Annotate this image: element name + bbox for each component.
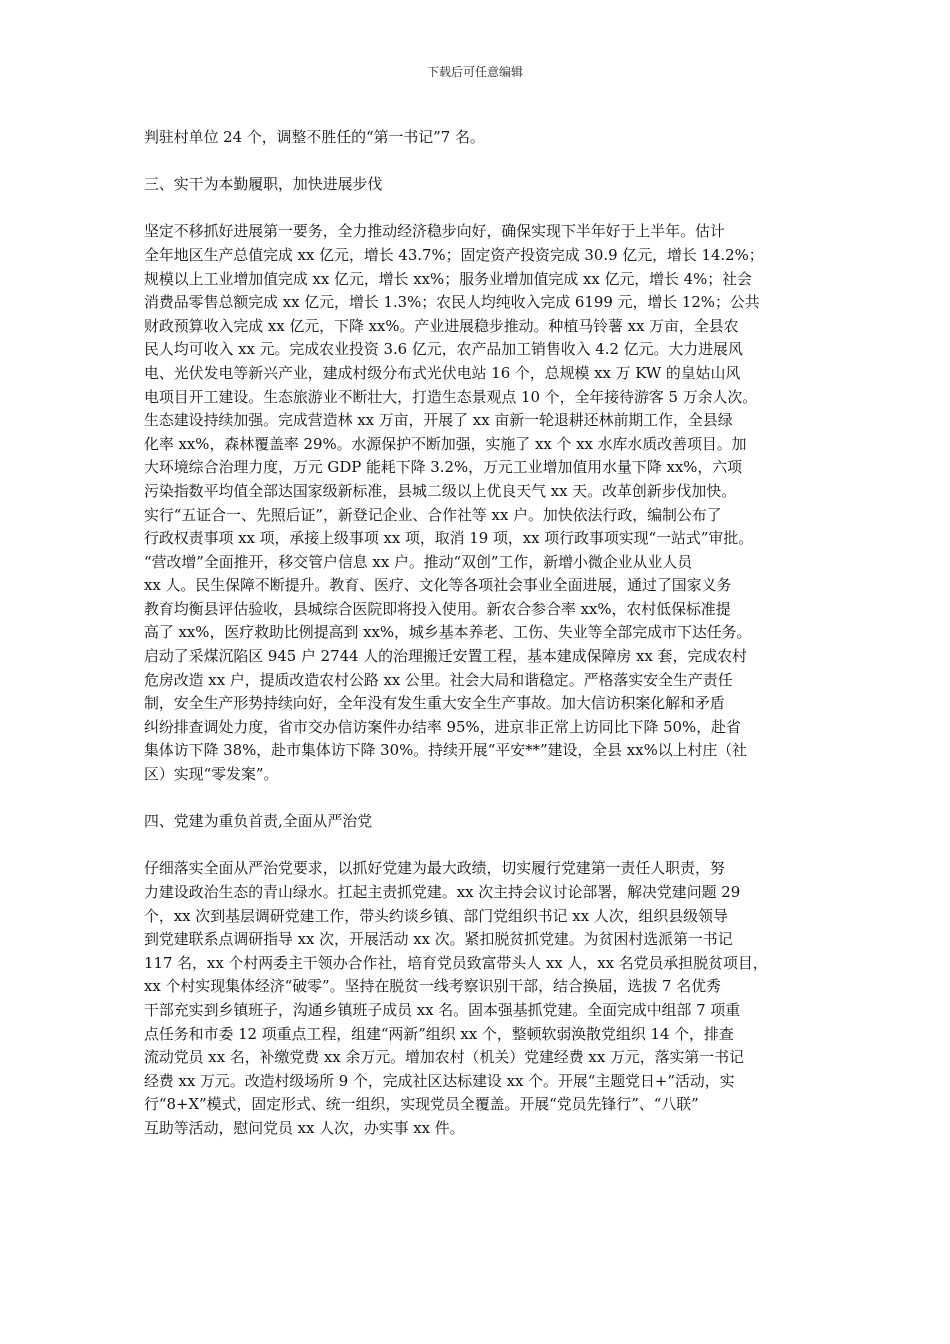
section-3-line: 污染指数平均值全部达国家级新标准，县城二级以上优良天气 xx 天。改革创新步伐加快。 — [144, 481, 737, 500]
section-4-line: 流动党员 xx 名，补缴党费 xx 余万元。增加农村（机关）党建经费 xx 万元，落实第一书记 — [144, 1048, 744, 1067]
section-3-line: 化率 xx%，森林覆盖率 29%。水源保护不断加强，实施了 xx 个 xx 水库水质改善项目。加 — [144, 434, 747, 453]
section-3-line: 生态建设持续加强。完成营造林 xx 万亩，开展了 xx 亩新一轮退耕还林前期工作，全县绿 — [144, 411, 733, 430]
section-4-line: xx 个村实现集体经济“破零”。坚持在脱贫一线考察识别干部，结合换届，选拔 7 名优秀 — [144, 977, 721, 996]
paragraph-gap — [144, 150, 809, 174]
section-3-line: 民人均可收入 xx 元。完成农业投资 3.6 亿元，农产品加工销售收入 4.2 亿元。大力进展风 — [144, 340, 743, 359]
section-3-line: 制，安全生产形势持续向好，全年没有发生重大安全生产事故。加大信访积案化解和矛盾 — [144, 694, 725, 713]
intro-line: 判驻村单位 24 个，调整不胜任的“第一书记”7 名。 — [144, 128, 485, 146]
section-3-line: 集体访下降 38%，赴市集体访下降 30%。持续开展“平安**”建设，全县 xx%以上村庄（社 — [144, 741, 748, 760]
section-3-line: 全年地区生产总值完成 xx 亿元，增长 43.7%；固定资产投资完成 30.9 亿元，增长 14.2%； — [144, 245, 764, 264]
paragraph-gap — [144, 834, 809, 858]
section-3-line: 大环境综合治理力度，万元 GDP 能耗下降 3.2%，万元工业增加值用水量下降 xx%，六项 — [144, 458, 743, 477]
document-body — [144, 126, 809, 1141]
section-4-line: 个，xx 次到基层调研党建工作，带头约谈乡镇、部门党组织书记 xx 人次，组织县级领导 — [144, 906, 728, 925]
section-3-paragraph — [144, 220, 809, 786]
section-3-line: 高了 xx%，医疗救助比例提高到 xx%，城乡基本养老、工伤、失业等全部完成市下达任务。 — [144, 623, 752, 642]
section-3-line: 坚定不移抓好进展第一要务，全力推动经济稳步向好，确保实现下半年好于上半年。估计 — [144, 222, 725, 241]
section-3-title: 三、实干为本勤履职，加快进展步伐 — [144, 175, 383, 194]
section-3-line: 电、光伏发电等新兴产业，建成村级分布式光伏电站 16 个，总规模 xx 万 KW 的皇姑山风 — [144, 363, 741, 382]
section-4-line: 仔细落实全面从严治党要求，以抓好党建为最大政绩，切实履行党建第一责任人职责，努 — [144, 859, 725, 878]
section-3-line: 启动了采煤沉陷区 945 户 2744 人的治理搬迁安置工程，基本建成保障房 xx 套，完成农村 — [144, 647, 747, 666]
section-4-paragraph — [144, 857, 809, 1140]
section-3-line: 实行“五证合一、先照后证”，新登记企业、合作社等 xx 户。加快依法行政，编制公布了 — [144, 505, 722, 524]
paragraph-gap — [144, 787, 809, 811]
section-3-line: 纠纷排查调处力度，省市交办信访案件办结率 95%，进京非正常上访同比下降 50%，赴省 — [144, 717, 741, 736]
section-3-line: 规模以上工业增加值完成 xx 亿元，增长 xx%；服务业增加值完成 xx 亿元，增长 4%；社会 — [144, 269, 752, 288]
section-4-line: 干部充实到乡镇班子，沟通乡镇班子成员 xx 名。固本强基抓党建。全面完成中组部 7 项重 — [144, 1000, 741, 1019]
page-header: 下载后可任意编辑 — [426, 65, 523, 79]
section-3-line: 消费品零售总额完成 xx 亿元，增长 1.3%；农民人均纯收入完成 6199 元，增长 12%；公共 — [144, 293, 760, 312]
section-4-line: 互助等活动，慰问党员 xx 人次，办实事 xx 件。 — [144, 1118, 465, 1137]
section-4-line: 力建设政治生态的青山绿水。扛起主责抓党建。xx 次主持会议讨论部署，解决党建问题 29 — [144, 883, 741, 901]
section-3-line: 区）实现“零发案”。 — [144, 765, 279, 784]
section-3-line: 教育均衡县评估验收，县城综合医院即将投入使用。新农合参合率 xx%，农村低保标准提 — [144, 599, 731, 618]
section-4-line: 117 名，xx 个村两委主干领办合作社，培育党员致富带头人 xx 人，xx 名党员承担脱贫项目， — [144, 953, 768, 972]
section-4-line: 点任务和市委 12 项重点工程，组建“两新”组织 xx 个，整顿软弱涣散党组织 14 个，排查 — [144, 1024, 734, 1043]
section-3-line: xx 人。民生保障不断提升。教育、医疗、文化等各项社会事业全面进展，通过了国家义务 — [144, 576, 732, 595]
section-4-line: 到党建联系点调研指导 xx 次，开展活动 xx 次。紧扣脱贫抓党建。为贫困村选派第一书记 — [144, 930, 733, 949]
section-3-line: 电项目开工建设。生态旅游业不断壮大，打造生态景观点 10 个，全年接待游客 5 万余人次。 — [144, 387, 758, 406]
section-4-line: 经费 xx 万元。改造村级场所 9 个，完成社区达标建设 xx 个。开展“主题党日+”活动，实 — [144, 1071, 735, 1090]
section-4-line: 行“8+X”模式，固定形式、统一组织，实现党员全覆盖。开展“党员先锋行”、“八联” — [144, 1095, 699, 1114]
section-3-line: 行政权责事项 xx 项，承接上级事项 xx 项，取消 19 项，xx 项行政事项实现“一站式”审批。 — [144, 529, 754, 548]
section-3-line: 财政预算收入完成 xx 亿元，下降 xx%。产业进展稳步推动。种植马铃薯 xx 万亩，全县农 — [144, 316, 739, 335]
paragraph-gap — [144, 197, 809, 221]
section-3-line: “营改增”全面推开，移交管户信息 xx 户。推动“双创”工作，新增小微企业从业人员 — [144, 552, 693, 571]
section-3-line: 危房改造 xx 户，提质改造农村公路 xx 公里。社会大局和谐稳定。严格落实安全生产责任 — [144, 670, 733, 689]
section-4-title: 四、党建为重负首责,全面从严治党 — [144, 812, 373, 831]
